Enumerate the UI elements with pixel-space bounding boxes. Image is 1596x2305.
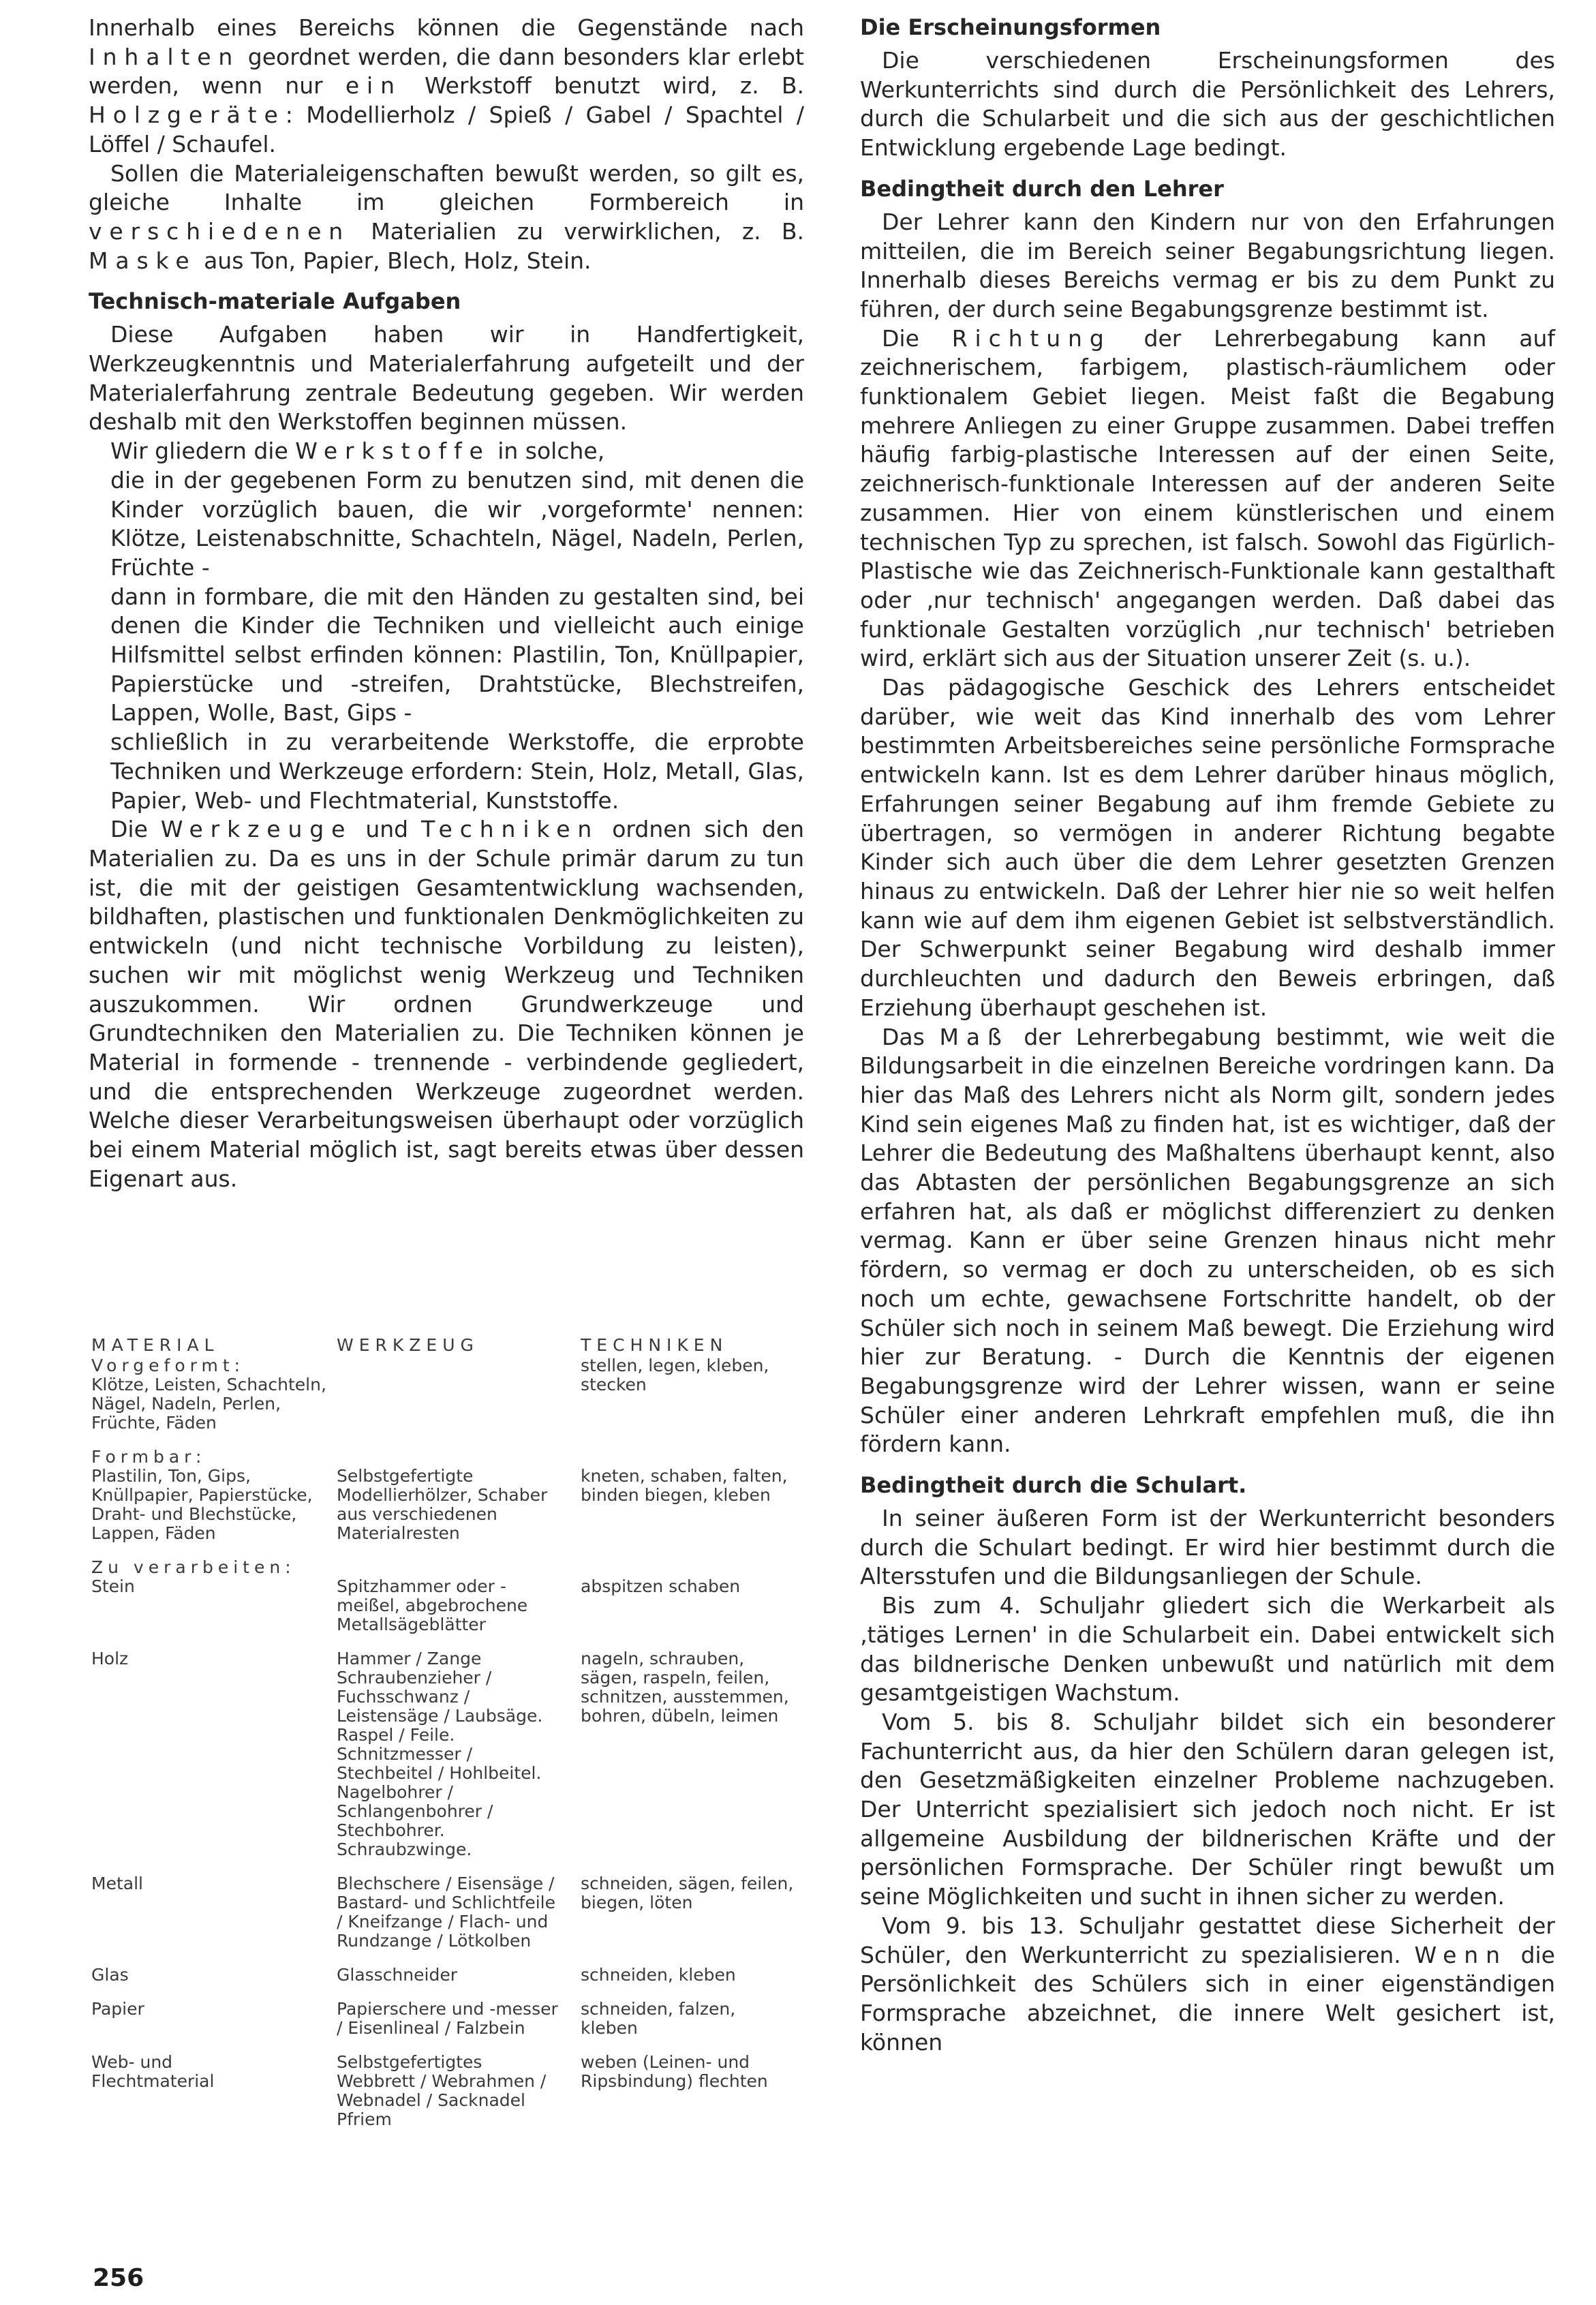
paragraph: Wir gliedern die Werkstoffe in solche, die in der gegebenen Form zu benutzen sind, mit denen die Kinder vorzüglich bauen, die wir ‚vorgeformte' nennen: Klötze, Leistenabschnitte, Schachteln, Nägel, Nadeln, Perlen, Früchte - dann in formbare, die mit den Händen zu gestalten sind, bei denen die Kinder die Techniken und vielleicht auch einige Hilfsmittel selbst erfinden können: Plastilin, Ton, Knüllpapier, Papierstücke und -streifen, Drahtstücke, Blechstreifen, Lappen, Wolle, Bast, Gips - schließlich in zu verarbeitende Werkstoffe, die erprobte Techniken und Werkzeuge erfordern: Stein, Holz, Metall, Glas, Papier, Web- und Flechtmaterial, Kunststoffe. [110, 438, 804, 814]
section-heading: Bedingtheit durch den Lehrer [860, 175, 1224, 202]
right-column [860, 14, 1555, 2057]
paragraph: Die verschiedenen Erscheinungsformen des Werkunterrichts sind durch die Persönlichkeit des Lehrers, durch die Schularbeit und die sich aus der geschichtlichen Entwicklung ergebende Lage bedingt. [860, 47, 1555, 162]
paragraph: Bis zum 4. Schuljahr gliedert sich die Werkarbeit als ‚tätiges Lernen' in die Schularbeit ein. Dabei entwickelt sich das bildnerische Denken unbewußt und natürlich mit dem gesamtgeistigen Wachstum. [860, 1592, 1555, 1707]
header-techniken: TECHNIKEN [581, 1335, 728, 1355]
cell-techniken: abspitzen schaben [581, 1576, 741, 1596]
paragraph: Der Lehrer kann den Kindern nur von den Erfahrungen mitteilen, die im Bereich seiner Begabungsrichtung liegen. Innerhalb dieses Bereichs vermag er bis zu dem Punkt zu führen, der durch seine Begabungsgrenze bestimmt ist. [860, 208, 1555, 322]
group-label: Vorgeformt: [91, 1356, 245, 1375]
cell-material: Metall [91, 1874, 143, 1893]
cell-werkzeug: Spitzhammer oder -meißel, abgebrochene Metallsägeblätter [337, 1576, 528, 1634]
header-material: MATERIAL [91, 1335, 219, 1355]
paragraph: Das pädagogische Geschick des Lehrers entscheidet darüber, wie weit das Kind innerhalb des vom Lehrer bestimmten Arbeitsbereiches seine persönliche Formsprache entwickeln kann. Ist es dem Lehrer darüber hinaus möglich, Erfahrungen seiner Begabung auf ihm fremde Gebiete zu übertragen, so vermögen in anderer Richtung begabte Kinder sich auch über die dem Lehrer gesetzten Grenzen hinaus zu entwickeln. Daß der Lehrer hier nie so weit helfen kann wie auf dem ihm eigenen Gebiet ist selbstverständlich. Der Schwerpunkt seiner Begabung wird deshalb immer durchleuchten und dadurch den Beweis erbringen, daß Erziehung überhaupt geschehen ist. [860, 674, 1555, 1021]
cell-werkzeug: Blechschere / Eisensäge / Bastard- und Schlichtfeile / Kneifzange / Flach- und Rundzange / Lötkolben [337, 1874, 555, 1951]
table-header [89, 1336, 797, 1355]
paragraph: Diese Aufgaben haben wir in Handfertigkeit, Werkzeugkenntnis und Materialerfahrung aufgeteilt und der Materialerfahrung zentrale Bedeutung gegeben. Wir werden deshalb mit den Werkstoffen beginnen müssen. [89, 321, 804, 436]
paragraph: Innerhalb eines Bereichs können die Gegenstände nach Inhalten geordnet werden, die dann besonders klar erlebt werden, wenn nur ein Werkstoff benutzt wird, z. B. Holzgeräte: Modellierholz / Spieß / Gabel / Spachtel / Löffel / Schaufel. [89, 14, 804, 157]
paragraph: Die Richtung der Lehrerbegabung kann auf zeichnerischem, farbigem, plastisch-räumlichem oder funktionalem Gebiet liegen. Meist faßt die Begabung mehrere Anliegen zu einer Gruppe zusammen. Dabei treffen häufig farbig-plastische Interessen auf der einen Seite, zeichnerisch-funktionale Interessen auf der anderen Seite zusammen. Hier von einem künstlerischen und einem technischen Typ zu sprechen, ist falsch. Sowohl das Figürlich-Plastische wie das Zeichnerisch-Funktionale kann gestalthaft oder ‚nur technisch' angegangen werden. Daß dabei das funktionale Gestalten vorzüglich ‚nur technisch' betrieben wird, erklärt sich aus der Situation unserer Zeit (s. u.). [860, 324, 1555, 672]
header-werkzeug: WERKZEUG [337, 1335, 479, 1355]
table-row [89, 1448, 797, 1543]
group-label: Formbar: [91, 1447, 206, 1467]
paragraph: Sollen die Materialeigenschaften bewußt werden, so gilt es, gleiche Inhalte im gleichen Formbereich in verschiedenen Materialien zu verwirklichen, z. B. Maske aus Ton, Papier, Blech, Holz, Stein. [89, 159, 804, 274]
table-row [89, 2053, 797, 2129]
section-heading: Technisch-materiale Aufgaben [89, 288, 461, 315]
paragraph: Die Werkzeuge und Techniken ordnen sich den Materialien zu. Da es uns in der Schule primär darum zu tun ist, die mit der geistigen Gesamtentwicklung wachsenden, bildhaften, plastischen und funktionalen Denkmöglichkeiten zu entwickeln (und nicht technische Vorbildung zu leisten), suchen wir mit möglichst wenig Werkzeug und Techniken auszukommen. Wir ordnen Grundwerkzeuge und Grundtechniken den Materialien zu. Die Techniken können je Material in formende - trennende - verbindende gegliedert, und die entsprechenden Werkzeuge zugeordnet werden. Welche dieser Verarbeitungsweisen überhaupt oder vorzüglich bei einem Material möglich ist, sagt bereits etwas über dessen Eigenart aus. [89, 816, 805, 1192]
cell-techniken: schneiden, sägen, feilen, biegen, löten [581, 1874, 794, 1912]
table-row [89, 1966, 797, 1985]
paragraph: In seiner äußeren Form ist der Werkunterricht besonders durch die Schulart bedingt. Er wird hier bestimmt durch die Altersstufen und die Bildungsanliegen der Schule. [860, 1505, 1555, 1590]
table-row [89, 1649, 797, 1859]
cell-material: Plastilin, Ton, Gips, Knüllpapier, Papierstücke, Draht- und Blechstücke, Lappen, Fäden [91, 1466, 313, 1543]
cell-material: Glas [91, 1965, 129, 1985]
table-row [89, 1558, 797, 1634]
left-column [89, 14, 804, 1193]
table-row [89, 2000, 797, 2038]
section-heading: Die Erscheinungsformen [860, 14, 1161, 40]
cell-techniken: stellen, legen, kleben, stecken [581, 1356, 769, 1394]
paragraph: Das Maß der Lehrerbegabung bestimmt, wie weit die Bildungsarbeit in die einzelnen Bereiche vordringen kann. Da hier das Maß des Lehrers nicht als Norm gilt, sondern jedes Kind sein eigenes Maß zu finden hat, ist es wichtiger, daß der Lehrer die Bedeutung des Maßhaltens überhaupt kennt, also das Abtasten der persönlichen Begabungsgrenze an sich erfahren hat, als daß er möglichst differenziert zu denken vermag. Kann er über seine Grenzen hinaus nicht mehr fördern, so vermag er doch zu unterscheiden, ob es sich noch um echte, gewachsene Fortschritte handelt, ob der Schüler sich noch in seinem Maß bewegt. Die Erziehung wird hier zur Beratung. - Durch die Kenntnis der eigenen Begabungsgrenze wird der Lehrer wissen, wann er seine Schüler einer anderen Lehrkraft empfehlen muß, die ihn fördern kann. [860, 1023, 1555, 1458]
paragraph: Vom 9. bis 13. Schuljahr gestattet diese Sicherheit der Schüler, den Werkunterricht zu spezialisieren. Wenn die Persönlichkeit des Schülers sich in einer eigenständigen Formsprache abzeichnet, die innere Welt gesichert ist, können [860, 1912, 1555, 2056]
cell-techniken: schneiden, kleben [581, 1965, 736, 1985]
table-row [89, 1874, 797, 1951]
cell-techniken: schneiden, falzen, kleben [581, 1999, 736, 2038]
cell-techniken: nageln, schrauben, sägen, raspeln, feilen, schnitzen, ausstemmen, bohren, dübeln, leimen [581, 1649, 789, 1726]
cell-material: Web- und Flechtmaterial [91, 2052, 215, 2091]
cell-werkzeug: Glasschneider [337, 1965, 457, 1985]
material-table [89, 1336, 797, 2144]
page-number: 256 [93, 2264, 144, 2292]
cell-werkzeug: Hammer / Zange Schraubenzieher / Fuchsschwanz / Leistensäge / Laubsäge. Raspel / Feile. Schnitzmesser / Stechbeitel / Hohlbeitel. Nagelbohrer / Schlangenbohrer / Stechbohrer. Schraubzwinge. [337, 1649, 543, 1859]
cell-werkzeug: Selbstgefertigtes Webbrett / Webrahmen / Webnadel / Sacknadel Pfriem [337, 2052, 547, 2129]
cell-techniken: weben (Leinen- und Ripsbindung) flechten [581, 2052, 768, 2091]
cell-material: Stein [91, 1576, 135, 1596]
cell-material: Klötze, Leisten, Schachteln, Nägel, Nadeln, Perlen, Früchte, Fäden [91, 1375, 326, 1433]
group-label: Zu verarbeiten: [91, 1557, 296, 1577]
cell-werkzeug: Selbstgefertigte Modellierhölzer, Schaber aus verschiedenen Materialresten [337, 1466, 548, 1543]
cell-material: Holz [91, 1649, 129, 1668]
cell-techniken: kneten, schaben, falten, binden biegen, kleben [581, 1466, 788, 1505]
cell-material: Papier [91, 1999, 144, 2019]
paragraph: Vom 5. bis 8. Schuljahr bildet sich ein besonderer Fachunterricht aus, da hier den Schülern daran gelegen ist, den Gesetzmäßigkeiten einzelner Probleme nachzugeben. Der Unterricht spezialisiert sich jedoch noch nicht. Er ist allgemeine Ausbildung der bildnerischen Kräfte und der persönlichen Formsprache. Der Schüler ringt bewußt um seine Möglichkeiten und sucht in ihnen sicher zu werden. [860, 1708, 1555, 1910]
table-row [89, 1356, 797, 1433]
section-heading: Bedingtheit durch die Schulart. [860, 1472, 1247, 1499]
cell-werkzeug: Papierschere und -messer / Eisenlineal / Falzbein [337, 1999, 558, 2038]
